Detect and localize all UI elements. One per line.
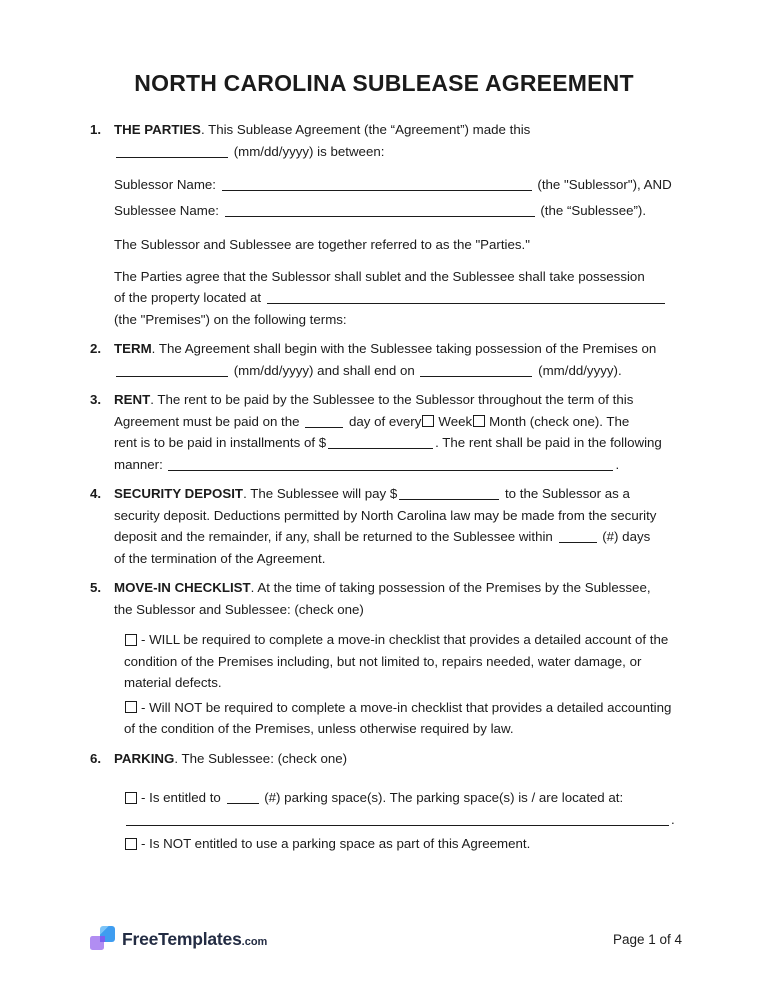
text-run: The Sublessor and Sublessee are together referred to as the "Parties." — [114, 237, 530, 252]
logo-overlap-shape — [100, 936, 105, 942]
section-number: 5. — [90, 580, 102, 595]
section-heading: MOVE-IN CHECKLIST — [114, 580, 251, 595]
checklist-will-not-checkbox[interactable] — [125, 701, 137, 713]
sublessor-name-blank[interactable] — [222, 177, 532, 191]
section-heading: RENT — [114, 392, 151, 407]
sublessor-name-label: Sublessor Name: — [114, 177, 216, 192]
document-title: NORTH CAROLINA SUBLEASE AGREEMENT — [134, 70, 634, 96]
checklist-will-not-option — [124, 697, 678, 740]
rent-month-label: Month (check one). The — [489, 413, 630, 429]
section-heading: SECURITY DEPOSIT — [114, 486, 244, 501]
agreement-date-blank[interactable] — [116, 144, 228, 158]
text-run: (#) parking space(s). The parking space(s) is / are located at: — [260, 790, 624, 805]
text-run: . — [671, 811, 675, 827]
text-run: the Sublessor and Sublessee: (check one) — [114, 601, 364, 617]
text-run: - Will NOT be required to complete a move-in checklist that provides a detailed accounting of the condition of the Premises, unless otherwise required by law. — [124, 699, 672, 736]
property-address-blank[interactable] — [267, 290, 665, 304]
checklist-will-checkbox[interactable] — [125, 634, 137, 646]
deposit-days-blank[interactable] — [559, 529, 597, 543]
section-parties — [90, 119, 678, 330]
section-heading: TERM — [114, 341, 152, 356]
text-run: deposit and the remainder, if any, shall be returned to the Sublessee within — [114, 529, 553, 544]
section-number: 3. — [90, 392, 102, 407]
text-run: . — [615, 456, 620, 472]
parking-count-blank[interactable] — [227, 790, 259, 804]
section-heading: THE PARTIES — [114, 122, 201, 137]
text-run: (mm/dd/yyyy) is between: — [230, 143, 385, 159]
text-run: - Is NOT entitled to use a parking space as part of this Agreement. — [141, 836, 531, 851]
section-move-in-checklist — [90, 577, 678, 740]
section-term — [90, 338, 678, 381]
rent-week-checkbox[interactable] — [422, 415, 434, 427]
parking-not-entitled-option — [124, 833, 678, 855]
parking-entitled-checkbox[interactable] — [125, 792, 137, 804]
text-run: . The Sublessee will pay $ — [243, 486, 398, 501]
checklist-will-option — [124, 629, 678, 694]
text-run: (#) days — [598, 529, 651, 544]
section-rent — [90, 389, 678, 475]
text-run: . The rent shall be paid in the following — [435, 435, 662, 450]
text-run: security deposit. Deductions permitted by North Carolina law may be made from the security — [114, 507, 657, 523]
text-run: Agreement must be paid on the — [114, 413, 300, 429]
end-date-blank[interactable] — [420, 363, 532, 377]
text-run: (the “Sublessee”). — [536, 203, 647, 218]
text-run: (mm/dd/yyyy) and shall end on — [230, 362, 419, 378]
text-run: (the "Sublessor"), AND — [533, 177, 672, 192]
start-date-blank[interactable] — [116, 363, 228, 377]
section-number: 1. — [90, 122, 102, 137]
text-run: of the property located at — [114, 290, 262, 305]
parking-address-blank[interactable] — [126, 812, 669, 826]
brand-name: FreeTemplates — [122, 928, 242, 949]
section-number: 2. — [90, 341, 102, 356]
text-run: . At the time of taking possession of the Premises by the Sublessee, — [250, 580, 651, 595]
rent-month-checkbox[interactable] — [473, 415, 485, 427]
sublessee-name-label: Sublessee Name: — [114, 203, 219, 218]
section-parking — [90, 748, 678, 855]
text-run: rent is to be paid in installments of $ — [114, 435, 327, 450]
section-security-deposit — [90, 483, 678, 569]
rent-manner-blank[interactable] — [168, 457, 613, 471]
text-run: (the "Premises") on the following terms: — [114, 311, 347, 327]
brand-tld: .com — [241, 935, 268, 948]
text-run: of the termination of the Agreement. — [114, 550, 326, 566]
rent-amount-blank[interactable] — [328, 435, 433, 449]
text-run: . The Sublessee: (check one) — [174, 750, 348, 766]
text-run: The Parties agree that the Sublessor shall sublet and the Sublessee shall take possession — [114, 268, 645, 284]
rent-week-label: Week — [438, 413, 473, 429]
text-run: - WILL be required to complete a move-in checklist that provides a detailed account of the condition of the Premises including, but not limited to, repairs needed, water damage, or material defects. — [124, 632, 669, 690]
text-run: . This Sublease Agreement (the “Agreement”) made this — [200, 122, 531, 137]
text-run: - Is entitled to — [141, 790, 221, 805]
deposit-amount-blank[interactable] — [399, 486, 499, 500]
text-run: . The rent to be paid by the Sublessee to the Sublessor throughout the term of this — [150, 392, 634, 407]
section-number: 6. — [90, 750, 102, 766]
text-run: (mm/dd/yyyy). — [534, 362, 622, 378]
section-heading: PARKING — [114, 750, 175, 766]
rent-day-blank[interactable] — [305, 414, 343, 428]
section-number: 4. — [90, 486, 102, 501]
page-footer — [90, 926, 682, 952]
parking-not-entitled-checkbox[interactable] — [125, 838, 137, 850]
freetemplates-brand — [90, 926, 267, 952]
text-run: to the Sublessor as a — [501, 486, 630, 501]
sublessee-name-blank[interactable] — [225, 203, 535, 217]
text-run: day of every — [345, 413, 422, 429]
page-number: Page 1 of 4 — [612, 931, 682, 947]
parking-entitled-option — [124, 787, 678, 830]
text-run: . The Agreement shall begin with the Sublessee taking possession of the Premises on — [151, 341, 657, 356]
text-run: manner: — [114, 456, 163, 472]
brand-text — [122, 929, 267, 950]
freetemplates-logo-icon — [90, 926, 115, 952]
